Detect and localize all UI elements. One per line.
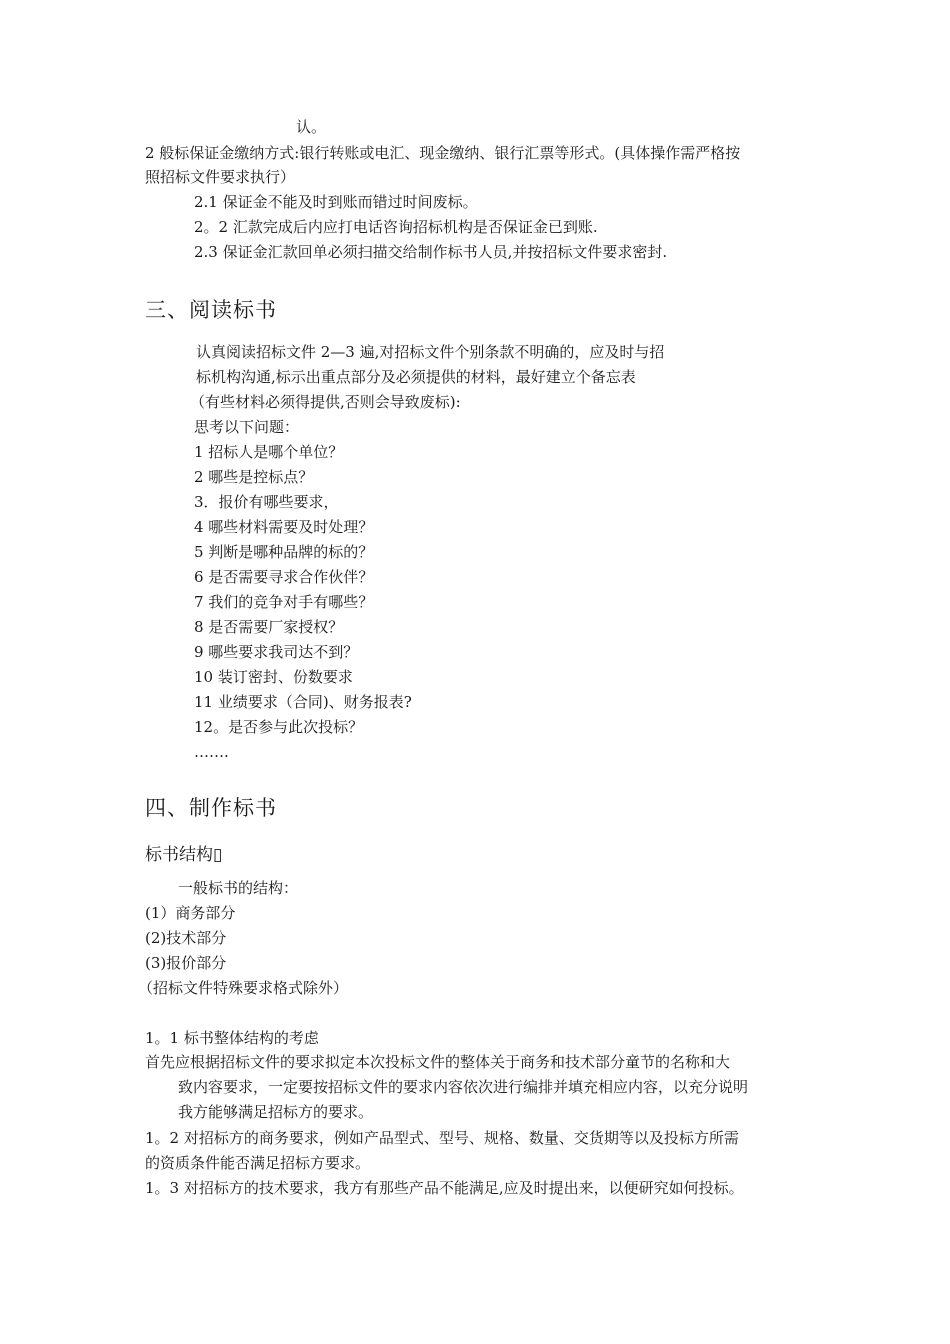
structure-item: （招标文件特殊要求格式除外） — [138, 979, 349, 997]
list-item-2-line2: 照招标文件要求执行） — [145, 168, 296, 186]
sub-item-2-2: 2。2 汇款完成后内应打电话咨询招标机构是否保证金已到账. — [194, 218, 598, 236]
question-item: 11 业绩要求（合同)、财务报表? — [194, 693, 412, 711]
paragraph-line: 标机构沟通,标示出重点部分及必须提供的材料，最好建立个备忘表 — [196, 368, 636, 386]
subsection-heading: 标书结构▯ — [145, 845, 223, 865]
question-item: 4 哪些材料需要及时处理？ — [194, 518, 374, 536]
structure-item: (1）商务部分 — [145, 904, 236, 922]
structure-intro: 一般标书的结构： — [178, 879, 299, 897]
question-item: 2 哪些是控标点？ — [194, 468, 314, 486]
question-item: 6 是否需要寻求合作伙伴？ — [194, 568, 374, 586]
paragraph-title-1-1: 1。1 标书整体结构的考虑 — [145, 1029, 319, 1047]
section-heading-3: 三、阅读标书 — [145, 298, 277, 322]
question-item: 10 装订密封、份数要求 — [194, 668, 353, 686]
paragraph-line: 认真阅读招标文件 2—3 遍,对招标文件个别条款不明确的，应及时与招 — [196, 343, 665, 361]
section-heading-4: 四、制作标书 — [145, 796, 277, 820]
paragraph-line: 首先应根据招标文件的要求拟定本次投标文件的整体关于商务和技术部分童节的名称和大 — [145, 1053, 731, 1071]
paragraph-line: （有些材料必须得提供,否则会导致废标): — [190, 393, 461, 411]
paragraph-line: 我方能够满足招标方的要求。 — [178, 1103, 374, 1121]
paragraph-line: 的资质条件能否满足招标方要求。 — [145, 1154, 371, 1172]
question-item: 5 判断是哪种品牌的标的？ — [194, 543, 374, 561]
question-item: ……. — [194, 743, 229, 761]
question-item: 9 哪些要求我司达不到？ — [194, 643, 359, 661]
structure-item: (2)技术部分 — [145, 929, 227, 947]
questions-intro: 思考以下问题： — [194, 418, 300, 436]
question-item: 7 我们的竞争对手有哪些？ — [194, 593, 374, 611]
paragraph-line: 1。3 对招标方的技术要求，我方有那些产品不能满足,应及时提出来，以便研究如何投标。 — [145, 1179, 744, 1197]
sub-item-2-3: 2.3 保证金汇款回单必须扫描交给制作标书人员,并按招标文件要求密封. — [194, 243, 668, 261]
list-item-2-line1: 2 般标保证金缴纳方式:银行转账或电汇、现金缴纳、银行汇票等形式。(具体操作需严格按 — [145, 144, 741, 162]
question-item: 1 招标人是哪个单位？ — [194, 443, 344, 461]
paragraph-line: 1。2 对招标方的商务要求，例如产品型式、型号、规格、数量、交货期等以及投标方所需 — [145, 1129, 739, 1147]
paragraph-line: 致内容要求，一定要按招标文件的要求内容依次进行编排并填充相应内容，以充分说明 — [178, 1078, 749, 1096]
structure-item: (3)报价部分 — [145, 954, 227, 972]
sub-item-2-1: 2.1 保证金不能及时到账而错过时间废标。 — [194, 193, 478, 211]
question-item: 12。是否参与此次投标？ — [194, 718, 364, 736]
question-item: 8 是否需要厂家授权？ — [194, 618, 344, 636]
text-line: 认。 — [296, 118, 327, 136]
question-item: 3．报价有哪些要求， — [194, 493, 339, 511]
